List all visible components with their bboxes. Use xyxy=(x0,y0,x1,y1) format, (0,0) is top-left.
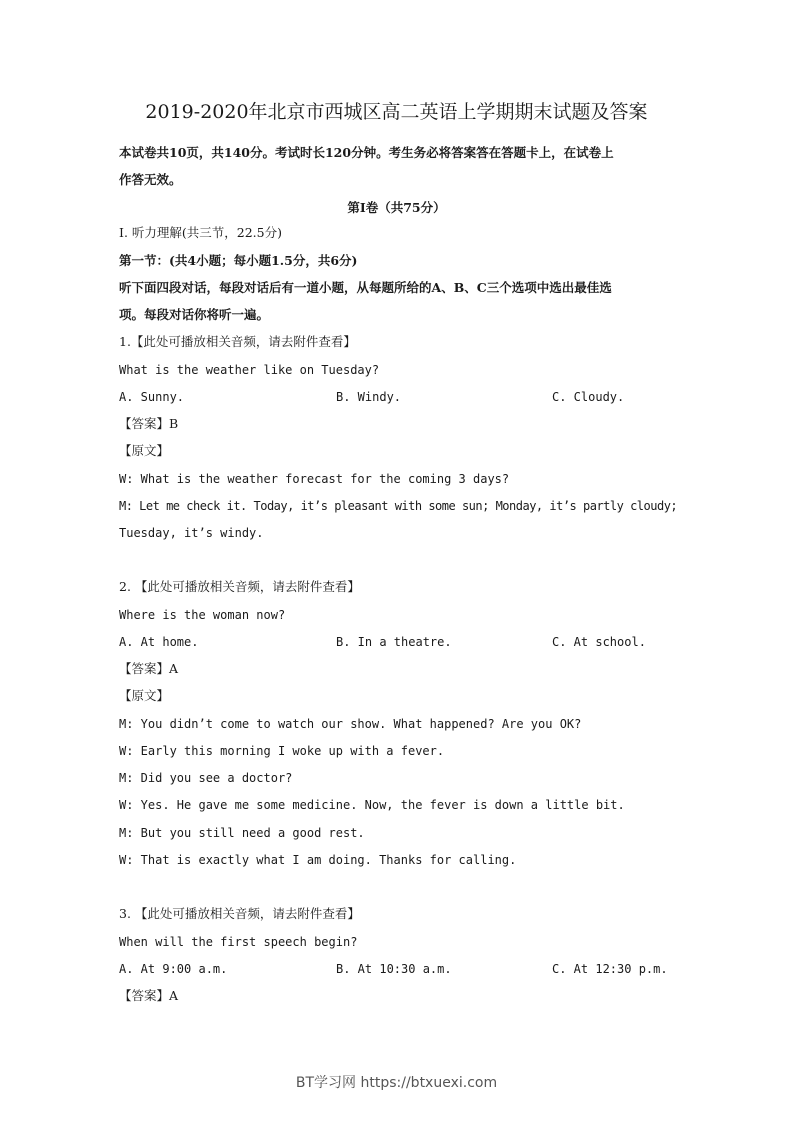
question-1-header: 1.【此处可播放相关音频，请去附件查看】 xyxy=(119,334,356,349)
question-3-header: 3. 【此处可播放相关音频，请去附件查看】 xyxy=(119,906,360,921)
question-1-transcript-label: 【原文】 xyxy=(119,443,170,458)
question-2-transcript-line: M: But you still need a good rest. xyxy=(119,826,365,840)
question-1-option-c: C. Cloudy. xyxy=(552,390,625,404)
page-title: 2019-2020年北京市西城区高二英语上学期期末试题及答案 xyxy=(145,101,648,123)
question-1-transcript-line: M: Let me check it. Today, it’s pleasant with some sun; Monday, it’s partly cloudy; xyxy=(119,499,678,513)
question-2-transcript-label: 【原文】 xyxy=(119,688,170,703)
intro-line-1: 本试卷共10页，共140分。考试时长120分钟。考生务必将答案答在答题卡上，在试卷上 xyxy=(119,145,614,160)
question-3-option-a: A. At 9:00 a.m. xyxy=(119,962,228,976)
subsection-heading: 第一节：(共4小题；每小题1.5分，共6分) xyxy=(119,253,358,268)
question-3-option-c: C. At 12:30 p.m. xyxy=(552,962,668,976)
footer-watermark[interactable]: BT学习网 https://btxuexi.com xyxy=(295,1075,498,1091)
question-2-option-a: A. At home. xyxy=(119,635,199,649)
question-2-transcript-line: W: Yes. He gave me some medicine. Now, the fever is down a little bit. xyxy=(119,798,625,812)
instructions-line-1: 听下面四段对话，每段对话后有一道小题，从每题所给的A、B、C三个选项中选出最佳选 xyxy=(119,280,612,295)
question-1-transcript-line: W: What is the weather forecast for the coming 3 days? xyxy=(119,472,510,486)
question-2-answer: 【答案】A xyxy=(119,661,179,676)
question-1-answer: 【答案】B xyxy=(119,416,179,431)
question-2-option-b: B. In a theatre. xyxy=(336,635,452,649)
question-1-transcript-line: Tuesday, it’s windy. xyxy=(119,526,264,540)
question-3-answer: 【答案】A xyxy=(119,988,179,1003)
question-1-option-b: B. Windy. xyxy=(336,390,402,404)
part-title: 第Ⅰ卷（共75分） xyxy=(347,200,446,215)
intro-line-2: 作答无效。 xyxy=(119,172,182,187)
question-2-transcript-line: W: That is exactly what I am doing. Thanks for calling. xyxy=(119,853,517,867)
question-2-transcript-line: M: Did you see a doctor? xyxy=(119,771,293,785)
section-heading: I. 听力理解(共三节，22.5分) xyxy=(119,225,282,240)
question-2-transcript-line: M: You didn’t come to watch our show. What happened? Are you OK? xyxy=(119,717,582,731)
question-2-header: 2. 【此处可播放相关音频，请去附件查看】 xyxy=(119,579,360,594)
instructions-line-2: 项。每段对话你将听一遍。 xyxy=(119,307,270,322)
question-3-option-b: B. At 10:30 a.m. xyxy=(336,962,452,976)
question-2-text: Where is the woman now? xyxy=(119,608,286,622)
question-3-text: When will the first speech begin? xyxy=(119,935,358,949)
question-1-text: What is the weather like on Tuesday? xyxy=(119,363,380,377)
question-1-option-a: A. Sunny. xyxy=(119,390,185,404)
question-2-option-c: C. At school. xyxy=(552,635,646,649)
question-2-transcript-line: W: Early this morning I woke up with a fever. xyxy=(119,744,445,758)
